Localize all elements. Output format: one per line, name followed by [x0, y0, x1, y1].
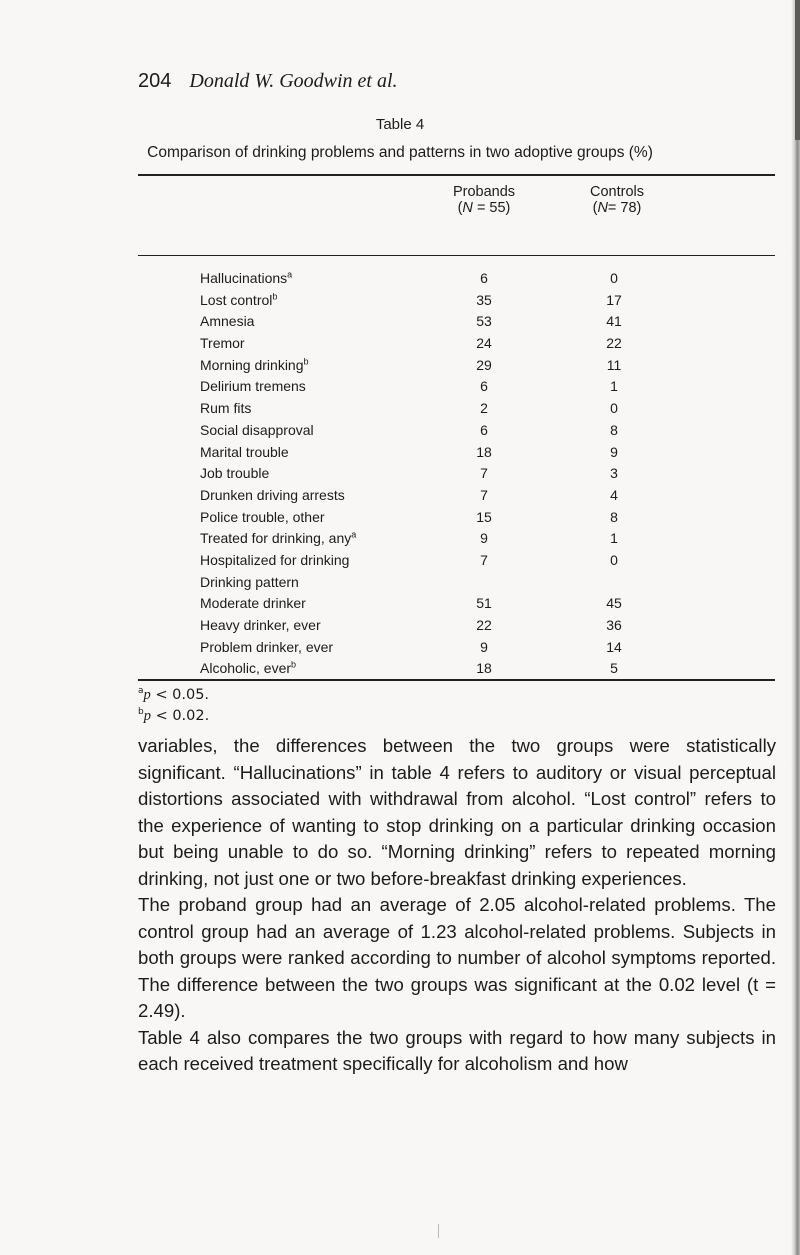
footnote-a-marker: a [138, 686, 144, 697]
row-label: Lost control$^b$ [200, 291, 278, 308]
row-label: Amnesia [200, 313, 255, 330]
cell-probands: 22 [476, 617, 492, 633]
column-header-probands [424, 184, 544, 216]
cell-probands: 6 [480, 421, 488, 438]
cell-probands: 2 [480, 400, 488, 417]
row-label: Problem drinker, ever [200, 638, 334, 655]
cell-probands: 15 [476, 508, 492, 525]
cell-controls: 45 [606, 595, 622, 612]
table-row [200, 658, 630, 680]
cell-probands: 9 [480, 638, 488, 655]
row-label: Tremor [200, 335, 245, 352]
row-footnote-marker: a [351, 529, 357, 540]
cell-probands: 7 [480, 465, 488, 482]
cell-controls: 1 [610, 378, 618, 395]
row-footnote-marker: b [291, 659, 297, 670]
table-row [200, 398, 630, 420]
cell-controls: 11 [606, 356, 622, 373]
column-header-probands-name: Probands [452, 184, 516, 200]
table-body [200, 268, 630, 680]
cell-controls: 8 [610, 421, 618, 438]
cell-controls: 17 [606, 291, 622, 308]
running-header [138, 70, 398, 93]
column-header-controls [557, 184, 677, 216]
table-row [200, 268, 630, 290]
table-row [200, 485, 630, 507]
row-label: Social disapproval [200, 421, 314, 438]
row-label: Alcoholic, ever$^b$ [200, 659, 297, 677]
cell-probands: 18 [476, 443, 492, 460]
footnote-b-text: < 0.02. [150, 708, 210, 724]
table-row [200, 355, 630, 377]
row-label: Heavy drinker, ever [200, 617, 321, 633]
table-caption: Comparison of drinking problems and patterns in two adoptive groups (%) [147, 144, 653, 161]
table-bottom-rule [138, 679, 775, 681]
scan-mark [438, 1224, 439, 1238]
row-label: Hallucinations$^a$ [200, 269, 293, 286]
table-row [200, 572, 630, 594]
row-footnote-marker: b [272, 291, 278, 302]
table-row [200, 442, 630, 464]
cell-controls: 22 [606, 335, 622, 352]
table-number: Table 4 [375, 116, 425, 133]
body-text [138, 733, 776, 1078]
cell-probands: 51 [476, 595, 492, 612]
page-edge-shadow [791, 0, 800, 1255]
table-row [200, 528, 630, 550]
cell-controls: 0 [610, 270, 618, 286]
row-label: Morning drinking$^b$ [200, 356, 309, 373]
row-label: Marital trouble [200, 443, 289, 460]
cell-probands: 7 [480, 551, 488, 568]
table-row [200, 333, 630, 355]
footnote-b-marker: b [138, 707, 144, 718]
table-row [200, 311, 630, 333]
footnote-a-text: < 0.05. [150, 687, 210, 703]
cell-controls: 3 [610, 465, 618, 482]
table-header-rule [138, 255, 775, 256]
row-label: Rum fits [200, 400, 252, 417]
row-label: Drunken driving arrests [200, 486, 345, 503]
cell-controls: 9 [610, 443, 618, 460]
row-label: Police trouble, other [200, 508, 325, 525]
body-paragraph: The proband group had an average of 2.05 alcohol-related problems. The control group had an average of 1.23 alcohol-related problems. Subjects in both groups were ranked according to number of alcohol symptoms reported. The difference between the two groups was significant at the 0.02 level (t = 2.49). [138, 894, 776, 1021]
cell-probands: 6 [480, 378, 488, 395]
cell-probands: 53 [476, 313, 492, 330]
row-footnote-marker: a [287, 269, 293, 280]
cell-probands: 6 [480, 270, 488, 286]
cell-controls: 0 [610, 551, 618, 568]
row-label: Delirium tremens [200, 378, 306, 395]
cell-controls: 1 [610, 530, 618, 547]
page-number: 204 [138, 70, 172, 92]
cell-probands: 18 [476, 660, 492, 677]
cell-controls: 36 [606, 617, 622, 633]
table-row [200, 376, 630, 398]
row-label: Job trouble [200, 465, 270, 482]
table-row [200, 463, 630, 485]
cell-probands: 35 [476, 291, 492, 308]
cell-controls: 14 [606, 638, 622, 655]
footnote-b-var: p [143, 708, 151, 724]
table-row [200, 507, 630, 529]
cell-controls: 0 [610, 400, 618, 417]
footnote-a [138, 687, 209, 704]
cell-probands: 9 [480, 530, 488, 547]
cell-probands: 29 [476, 356, 492, 373]
cell-controls: 5 [610, 660, 618, 677]
row-label: Moderate drinker [200, 595, 306, 612]
column-header-controls-n: (N= 78) [592, 200, 642, 216]
body-paragraph: Table 4 also compares the two groups with regard to how many subjects in each received treatment specifically for alcoholism and how [138, 1026, 776, 1074]
table-row [200, 420, 630, 442]
column-header-probands-n: (N = 55) [457, 200, 511, 216]
cell-controls: 8 [610, 508, 618, 525]
row-label: Hospitalized for drinking [200, 551, 350, 568]
table-top-rule [138, 174, 775, 176]
table-row [200, 550, 630, 572]
table-row [200, 637, 630, 659]
body-paragraph: variables, the differences between the two groups were statistically significant. “Hallucinations” in table 4 refers to auditory or visual perceptual distortions associated with withdrawal from alcohol. “Lost control” refers to the experience of wanting to stop drinking on a particular drinking occasion but being unable to do so. “Morning drinking” refers to repeated morning drinking, not just one or two before-breakfast drinking experiences. [138, 735, 776, 889]
row-label: Treated for drinking, any$^a$ [200, 529, 357, 547]
footnote-a-var: p [143, 687, 151, 703]
column-header-controls-name: Controls [590, 184, 644, 200]
row-label: Drinking pattern [200, 573, 299, 590]
cell-controls: 41 [606, 313, 622, 330]
table-row [200, 593, 630, 615]
running-authors: Donald W. Goodwin et al. [189, 70, 398, 92]
table-row [200, 290, 630, 312]
cell-probands: 24 [476, 335, 492, 352]
cell-probands: 7 [480, 486, 488, 503]
row-footnote-marker: b [303, 356, 309, 367]
cell-controls: 4 [610, 486, 618, 503]
table-row [200, 615, 630, 637]
footnote-b [138, 708, 209, 725]
